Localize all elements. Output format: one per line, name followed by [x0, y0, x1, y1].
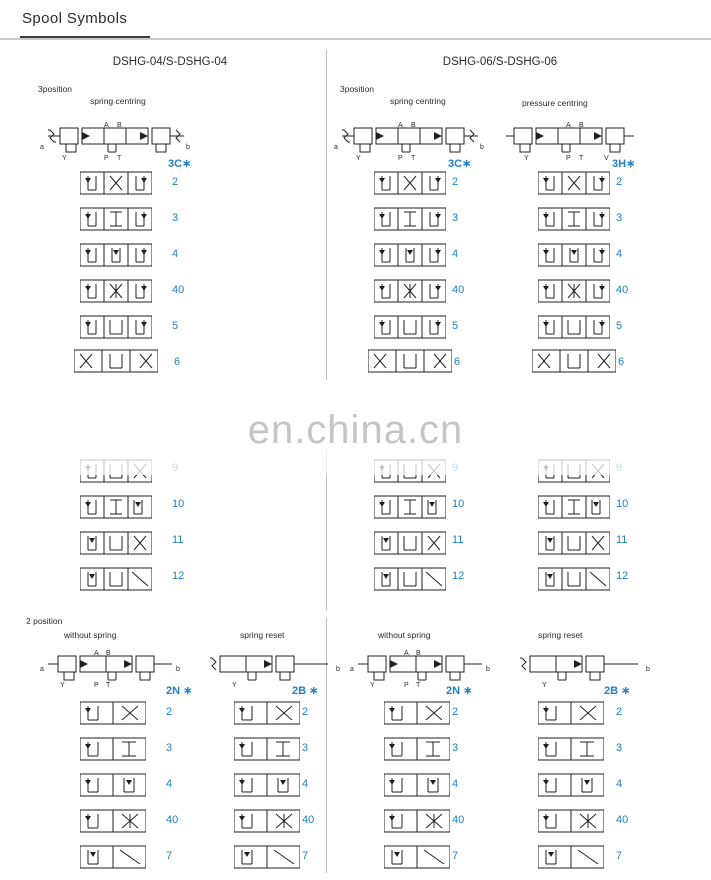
code-dshg06-2B: 2B ∗ [604, 685, 631, 697]
spool-2pos-left-ns-40 [80, 808, 146, 834]
code-2pos-right-ns-7: 7 [452, 850, 459, 862]
code-pressure-6: 6 [618, 356, 625, 368]
code-dshg04-2B: 2B ∗ [292, 685, 319, 697]
port-label-B-2pos-right: B [416, 650, 421, 657]
spool-2pos-left-sr-4 [234, 772, 300, 798]
port-label-B-left: B [117, 122, 122, 129]
subheading-spring-reset-left: spring reset [240, 630, 285, 640]
port-label-a-2pos-right: a [350, 666, 354, 673]
code-2pos-left-sr-40: 40 [302, 814, 315, 826]
spool-2pos-right-sr-40 [538, 808, 604, 834]
port-label-b-2pos-left: b [176, 666, 180, 673]
port-label-T-2pos-right: T [416, 682, 421, 689]
valve-assembly-dshg04-without-spring [46, 650, 176, 692]
spool-2pos-left-ns-3 [80, 736, 146, 762]
code-dshg04-2N: 2N ∗ [166, 685, 193, 697]
page-header [0, 0, 711, 40]
code-2pos-right-ns-3: 3 [452, 742, 459, 754]
watermark-text: en.china.cn [247, 407, 464, 452]
code-dshg04-6: 6 [174, 356, 181, 368]
code-pressure-40: 40 [616, 284, 629, 296]
subheading-without-spring-left: without spring [64, 630, 117, 640]
code-2pos-right-ns-2: 2 [452, 706, 459, 718]
spool-2pos-left-sr-3 [234, 736, 300, 762]
code-2pos-left-sr-2: 2 [302, 706, 309, 718]
port-label-A-2pos-right: A [404, 650, 409, 657]
code-2pos-left-ns-40: 40 [166, 814, 179, 826]
code-pressure-10: 10 [616, 498, 629, 510]
port-label-P-2pos-right: P [404, 682, 409, 689]
port-label-Y-pressure: Y [524, 155, 529, 162]
spool-pressure-5 [538, 314, 610, 340]
spool-pressure-10 [538, 494, 610, 520]
code-2pos-left-ns-4: 4 [166, 778, 173, 790]
spool-dshg04-3 [80, 206, 152, 232]
code-dshg04-2: 2 [172, 176, 179, 188]
code-dshg04-3: 3 [172, 212, 179, 224]
code-2pos-right-sr-40: 40 [616, 814, 629, 826]
port-label-P-left: P [104, 155, 109, 162]
code-dshg06-3: 3 [452, 212, 459, 224]
port-label-A-pressure: A [566, 122, 571, 129]
spool-pressure-11 [538, 530, 610, 556]
spool-dshg04-12 [80, 566, 152, 592]
spool-pressure-40 [538, 278, 610, 304]
code-dshg06-3C: 3C∗ [448, 158, 472, 170]
port-label-a-right: a [334, 144, 338, 151]
port-label-T-right: T [411, 155, 416, 162]
divider-top [326, 50, 327, 380]
code-dshg06-12: 12 [452, 570, 465, 582]
code-2pos-left-ns-7: 7 [166, 850, 173, 862]
subheading-spring-centring-right: spring centring [390, 96, 446, 106]
code-dshg06-40: 40 [452, 284, 465, 296]
spool-dshg06-11 [374, 530, 446, 556]
code-dshg06-3H: 3H∗ [612, 158, 636, 170]
section-label-2position-left: 2 position [26, 616, 63, 626]
spool-dshg04-4 [80, 242, 152, 268]
subheading-spring-centring-left: spring centring [90, 96, 146, 106]
port-label-B-right: B [411, 122, 416, 129]
spool-dshg04-10 [80, 494, 152, 520]
code-2pos-right-sr-7: 7 [616, 850, 623, 862]
code-2pos-right-sr-2: 2 [616, 706, 623, 718]
code-dshg04-4: 4 [172, 248, 179, 260]
code-dshg06-11: 11 [452, 534, 464, 546]
spool-2pos-left-sr-40 [234, 808, 300, 834]
code-pressure-11: 11 [616, 534, 628, 546]
code-2pos-right-sr-3: 3 [616, 742, 623, 754]
subheading-without-spring-right: without spring [378, 630, 431, 640]
code-dshg06-2: 2 [452, 176, 459, 188]
column-header-dshg04: DSHG-04/S-DSHG-04 [112, 56, 228, 68]
port-label-b-left: b [186, 144, 190, 151]
spool-2pos-right-ns-7 [384, 844, 450, 870]
code-dshg04-10: 10 [172, 498, 185, 510]
port-label-Y-2pos-left: Y [60, 682, 65, 689]
port-label-b-2pos-reset-right: b [646, 666, 650, 673]
port-label-Y-right: Y [356, 155, 361, 162]
port-label-b-2pos-right: b [486, 666, 490, 673]
spool-2pos-right-sr-4 [538, 772, 604, 798]
spool-pressure-12 [538, 566, 610, 592]
code-dshg04-5: 5 [172, 320, 179, 332]
code-pressure-4: 4 [616, 248, 623, 260]
spool-pressure-6 [532, 348, 616, 374]
spool-2pos-left-sr-2 [234, 700, 300, 726]
code-dshg04-40: 40 [172, 284, 185, 296]
code-2pos-left-sr-3: 3 [302, 742, 309, 754]
port-label-A-right: A [398, 122, 403, 129]
spool-dshg06-2 [374, 170, 446, 196]
port-label-T-left: T [117, 155, 122, 162]
spool-pressure-2 [538, 170, 610, 196]
port-label-P-2pos-left: P [94, 682, 99, 689]
column-header-dshg06: DSHG-06/S-DSHG-06 [442, 56, 558, 68]
port-label-b-2pos-reset-left: b [336, 666, 340, 673]
port-label-P-pressure: P [566, 155, 571, 162]
spool-2pos-left-ns-2 [80, 700, 146, 726]
code-dshg04-11: 11 [172, 534, 184, 546]
spool-pressure-4 [538, 242, 610, 268]
spool-dshg06-4 [374, 242, 446, 268]
code-pressure-2: 2 [616, 176, 623, 188]
port-label-B-pressure: B [579, 122, 584, 129]
code-2pos-right-ns-4: 4 [452, 778, 459, 790]
port-label-B-2pos-left: B [106, 650, 111, 657]
subheading-spring-reset-right: spring reset [538, 630, 583, 640]
code-dshg04-3C: 3C∗ [168, 158, 192, 170]
port-label-P-right: P [398, 155, 403, 162]
spool-dshg06-12 [374, 566, 446, 592]
code-dshg06-5: 5 [452, 320, 459, 332]
spool-dshg06-10 [374, 494, 446, 520]
port-label-V-pressure: V [604, 155, 609, 162]
spool-pressure-3 [538, 206, 610, 232]
port-label-b-right: b [480, 144, 484, 151]
code-dshg06-10: 10 [452, 498, 465, 510]
spool-2pos-right-ns-40 [384, 808, 450, 834]
spool-dshg06-3 [374, 206, 446, 232]
code-2pos-right-sr-4: 4 [616, 778, 623, 790]
code-2pos-left-sr-4: 4 [302, 778, 309, 790]
spool-dshg06-40 [374, 278, 446, 304]
code-2pos-left-ns-3: 3 [166, 742, 173, 754]
spool-dshg04-40 [80, 278, 152, 304]
code-dshg06-4: 4 [452, 248, 459, 260]
valve-assembly-dshg04-spring-centring [46, 120, 186, 164]
spool-2pos-right-sr-2 [538, 700, 604, 726]
spool-dshg04-6 [74, 348, 158, 374]
code-2pos-left-sr-7: 7 [302, 850, 309, 862]
spool-2pos-right-ns-4 [384, 772, 450, 798]
section-label-3position-left: 3position [38, 84, 73, 94]
spool-2pos-right-ns-2 [384, 700, 450, 726]
port-label-A-left: A [104, 122, 109, 129]
port-label-Y-2pos-reset-left: Y [232, 682, 237, 689]
spool-2pos-right-ns-3 [384, 736, 450, 762]
spool-2pos-left-ns-4 [80, 772, 146, 798]
title-underline [20, 36, 150, 38]
spool-dshg06-5 [374, 314, 446, 340]
spool-dshg04-5 [80, 314, 152, 340]
port-label-T-2pos-left: T [106, 682, 111, 689]
spool-dshg04-2 [80, 170, 152, 196]
spool-2pos-left-sr-7 [234, 844, 300, 870]
code-pressure-3: 3 [616, 212, 623, 224]
port-label-T-pressure: T [579, 155, 584, 162]
port-label-A-2pos-left: A [94, 650, 99, 657]
port-label-Y-2pos-reset-right: Y [542, 682, 547, 689]
spool-dshg06-6 [368, 348, 452, 374]
spool-2pos-left-ns-7 [80, 844, 146, 870]
port-label-Y-2pos-right: Y [370, 682, 375, 689]
code-pressure-12: 12 [616, 570, 629, 582]
port-label-a-left: a [40, 144, 44, 151]
code-dshg06-2N: 2N ∗ [446, 685, 473, 697]
port-label-Y-left: Y [62, 155, 67, 162]
code-dshg04-12: 12 [172, 570, 185, 582]
spool-2pos-right-sr-3 [538, 736, 604, 762]
subheading-pressure-centring: pressure centring [522, 98, 588, 108]
code-dshg06-6: 6 [454, 356, 461, 368]
spool-dshg04-11 [80, 530, 152, 556]
code-pressure-5: 5 [616, 320, 623, 332]
code-2pos-left-ns-2: 2 [166, 706, 173, 718]
page-title: Spool Symbols [22, 10, 128, 27]
code-2pos-right-ns-40: 40 [452, 814, 465, 826]
spool-2pos-right-sr-7 [538, 844, 604, 870]
section-label-3position-right: 3position [340, 84, 375, 94]
port-label-a-2pos-left: a [40, 666, 44, 673]
